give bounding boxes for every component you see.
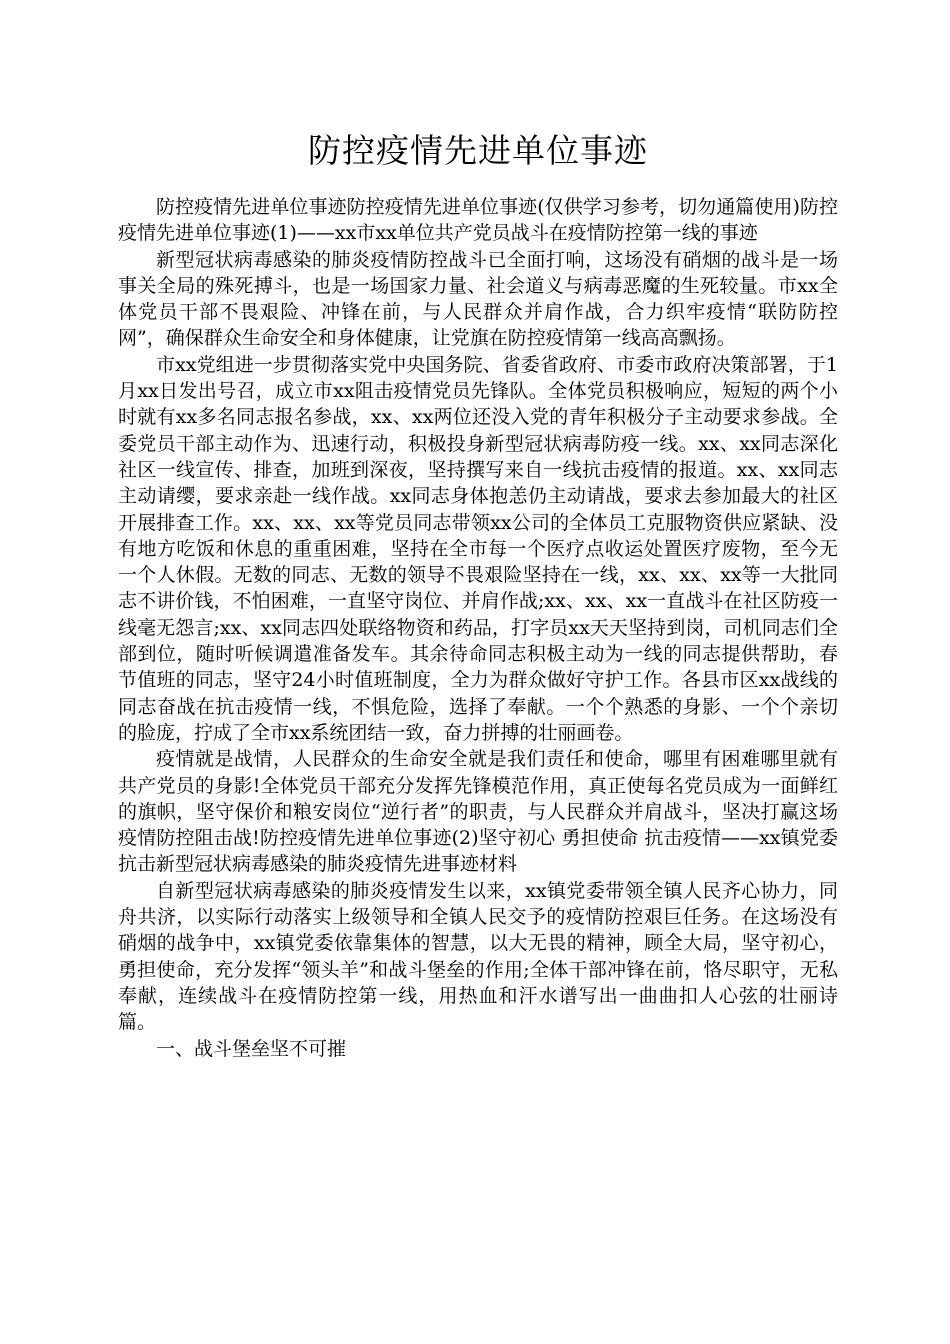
paragraph-battle: 新型冠状病毒感染的肺炎疫情防控战斗已全面打响，这场没有硝烟的战斗是一场事关全局的殊死搏斗，也是一场国家力量、社会道义与病毒恶魔的生死较量。市xx全体党员干部不畏艰险、冲锋在前，与人民群众并肩作战，合力织牢疫情“联防防控网”，确保群众生命安全和身体健康，让党旗在防控疫情第一线高高飘扬。 xyxy=(118,248,838,350)
section-heading: 一、战斗堡垒坚不可摧 xyxy=(156,1037,347,1060)
document-page xyxy=(118,128,838,1062)
paragraph-party-group: 市xx党组进一步贯彻落实党中央国务院、省委省政府、市委市政府决策部署，于1月xx日发出号召，成立市xx阻击疫情党员先锋队。全体党员积极响应，短短的两个小时就有xx多名同志报名参战，xx、xx两位还没入党的青年积极分子主动要求参战。全委党员干部主动作为、迅速行动，积极投身新型冠状病毒防疫一线。xx、xx同志深化社区一线宣传、排查，加班到深夜，坚持撰写来自一线抗击疫情的报道。xx、xx同志主动请缨，要求亲赴一线作战。xx同志身体抱恙仍主动请战，要求去参加最大的社区开展排查工作。xx、xx、xx等党员同志带领xx公司的全体员工克服物资供应紧缺、没有地方吃饭和休息的重重困难，坚持在全市每一个医疗点收运处置医疗废物，至今无一个人休假。无数的同志、无数的领导不畏艰险坚持在一线，xx、xx、xx等一大批同志不讲价钱，不怕困难，一直坚守岗位、并肩作战;xx、xx、xx一直战斗在社区防疫一线毫无怨言;xx、xx同志四处联络物资和药品，打字员xx天天坚持到岗，司机同志们全部到位，随时听候调遣准备发车。其余待命同志积极主动为一线的同志提供帮助，春节值班的同志，坚守24小时值班制度，全力为群众做好守护工作。各县市区xx战线的同志奋战在抗击疫情一线，不惧危险，选择了奉献。一个个熟悉的身影、一个个亲切的脸庞，拧成了全市xx系统团结一致，奋力拼搏的壮丽画卷。 xyxy=(118,353,838,744)
paragraph-town-committee: 自新型冠状病毒感染的肺炎疫情发生以来，xx镇党委带领全镇人民齐心协力，同舟共济，以实际行动落实上级领导和全镇人民交予的疫情防控艰巨任务。在这场没有硝烟的战争中，xx镇党委依靠集体的智慧，以大无畏的精神，顾全大局，坚守初心，勇担使命，充分发挥“领头羊”和战斗堡垒的作用;全体干部冲锋在前，恪尽职守，无私奉献，连续战斗在疫情防控第一线，用热血和汗水谱写出一曲曲扣人心弦的壮丽诗篇。 xyxy=(118,879,838,1034)
paragraph-epidemic-duty: 疫情就是战情，人民群众的生命安全就是我们责任和使命，哪里有困难哪里就有共产党员的身影!全体党员干部充分发挥先锋模范作用，真正使每名党员成为一面鲜红的旗帜，坚守保价和粮安岗位“逆行者”的职责，与人民群众并肩战斗，坚决打赢这场疫情防控阻击战!防控疫情先进单位事迹(2)坚守初心 勇担使命 抗击疫情——xx镇党委抗击新型冠状病毒感染的肺炎疫情先进事迹材料 xyxy=(118,748,838,876)
paragraph-intro: 防控疫情先进单位事迹防控疫情先进单位事迹(仅供学习参考，切勿通篇使用)防控疫情先进单位事迹(1)——xx市xx单位共产党员战斗在疫情防控第一线的事迹 xyxy=(118,196,838,245)
document-title: 防控疫情先进单位事迹 xyxy=(308,131,648,170)
